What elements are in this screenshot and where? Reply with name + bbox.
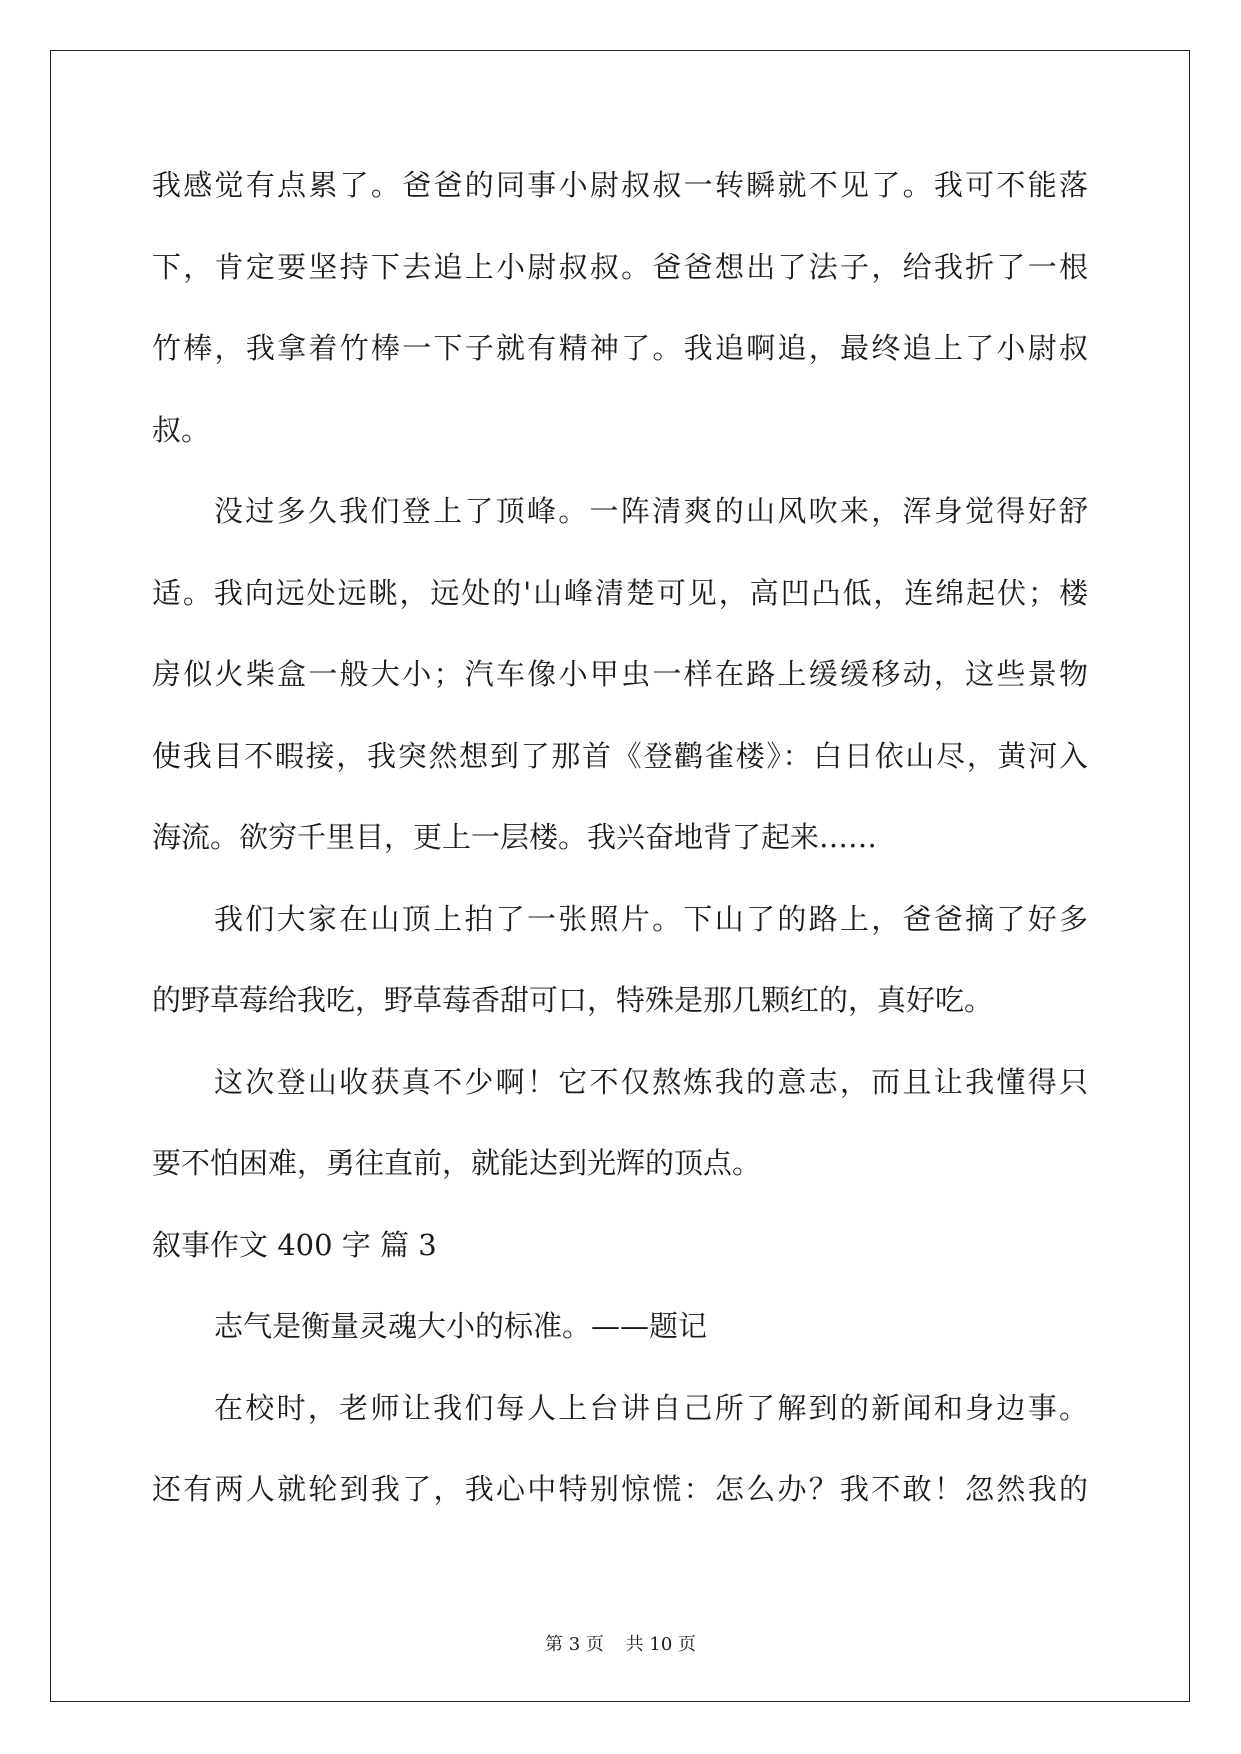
page-footer bbox=[0, 1630, 1241, 1656]
paragraph-line: 我们大家在山顶上拍了一张照片。下山了的路上，爸爸摘了好多 bbox=[214, 901, 1088, 936]
paragraph-line: 下，肯定要坚持下去追上小尉叔叔。爸爸想出了法子，给我折了一根 bbox=[152, 249, 1088, 284]
paragraph-line: 使我目不暇接，我突然想到了那首《登鹳雀楼》：白日依山尽，黄河入 bbox=[152, 738, 1088, 773]
section-heading: 叙事作文 400 字 篇 3 bbox=[152, 1227, 437, 1262]
paragraph-line: 叔。 bbox=[152, 412, 211, 447]
paragraph-line: 没过多久我们登上了顶峰。一阵清爽的山风吹来，浑身觉得好舒 bbox=[214, 494, 1088, 528]
paragraph-line: 的野草莓给我吃，野草莓香甜可口，特殊是那几颗红的，真好吃。 bbox=[152, 983, 994, 1017]
paragraph-line: 这次登山收获真不少啊！它不仅熬炼我的意志，而且让我懂得只 bbox=[214, 1064, 1088, 1099]
epigraph-line: 志气是衡量灵魂大小的标准。——题记 bbox=[214, 1309, 708, 1343]
page-number: 第 3 页 bbox=[545, 1634, 604, 1655]
paragraph-line: 还有两人就轮到我了，我心中特别惊慌：怎么办？我不敢！忽然我的 bbox=[152, 1472, 1088, 1506]
paragraph-line: 海流。欲穷千里目，更上一层楼。我兴奋地背了起来…… bbox=[152, 820, 878, 854]
paragraph-line: 适。我向远处远眺，远处的'山峰清楚可见，高凹凸低，连绵起伏；楼 bbox=[152, 575, 1088, 610]
paragraph-line: 要不怕困难，勇往直前，就能达到光辉的顶点。 bbox=[152, 1146, 762, 1180]
paragraph-line: 我感觉有点累了。爸爸的同事小尉叔叔一转瞬就不见了。我可不能落 bbox=[152, 168, 1088, 202]
paragraph-line: 房似火柴盒一般大小；汽车像小甲虫一样在路上缓缓移动，这些景物 bbox=[152, 657, 1088, 691]
page-total: 共 10 页 bbox=[625, 1634, 696, 1655]
paragraph-line: 在校时，老师让我们每人上台讲自己所了解到的新闻和身边事。 bbox=[214, 1390, 1088, 1425]
document-body bbox=[152, 160, 1088, 1546]
paragraph-line: 竹棒，我拿着竹棒一下子就有精神了。我追啊追，最终追上了小尉叔 bbox=[152, 331, 1088, 365]
